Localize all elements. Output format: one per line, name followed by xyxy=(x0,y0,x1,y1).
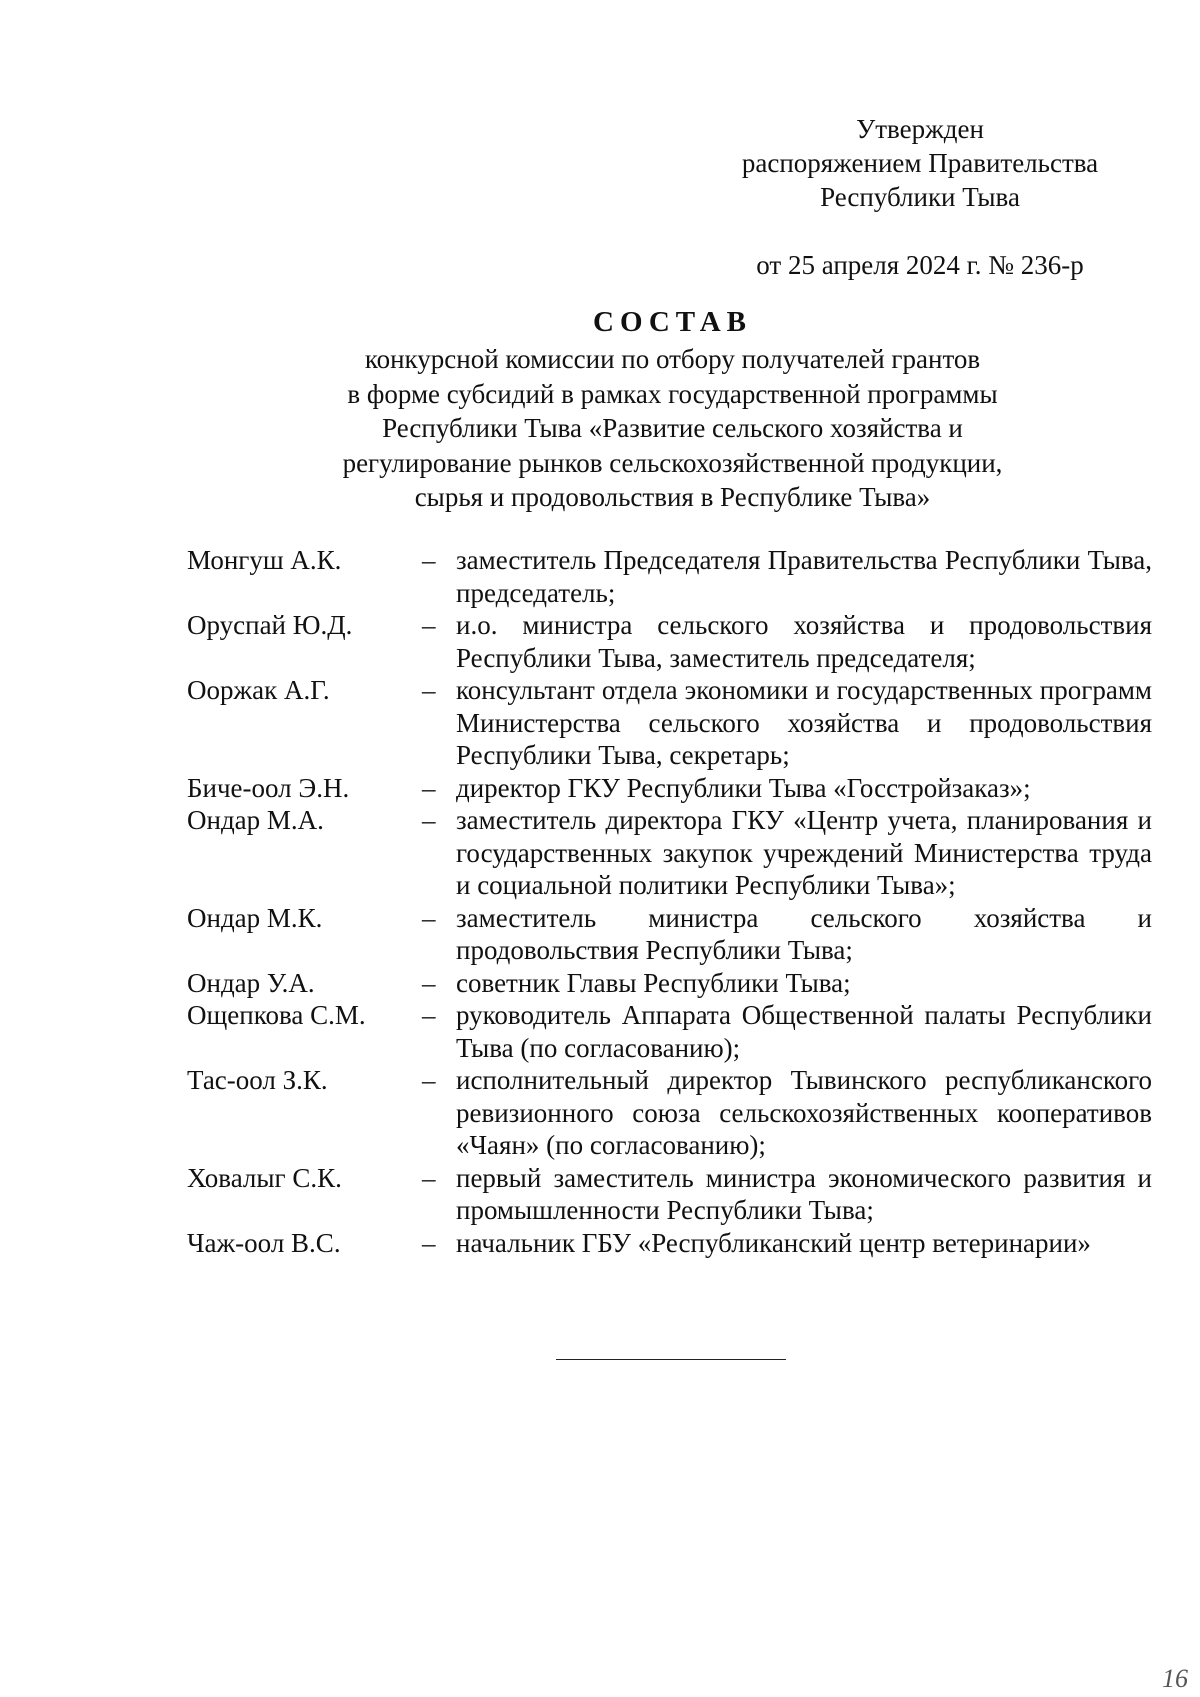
member-name: Биче-оол Э.Н. xyxy=(187,772,350,803)
subtitle-line: конкурсной комиссии по отбору получателей грантов xyxy=(364,344,981,374)
member-name: Ховалыг С.К. xyxy=(187,1162,342,1193)
subtitle-line: сырья и продовольствия в Республике Тыва» xyxy=(414,482,931,512)
member-dash: – xyxy=(422,545,436,575)
member-dash: – xyxy=(422,967,436,998)
member-role: руководитель Аппарата Общественной палаты Республики Тыва (по согласованию); xyxy=(456,1000,1152,1063)
member-row xyxy=(187,1162,1152,1227)
member-row xyxy=(187,674,1152,772)
member-role: первый заместитель министра экономического развития и промышленности Республики Тыва; xyxy=(456,1162,1152,1225)
member-name: Оруспай Ю.Д. xyxy=(187,610,353,640)
approval-line-3: Республики Тыва xyxy=(820,182,1020,212)
member-role: заместитель министра сельского хозяйства и продовольствия Республики Тыва; xyxy=(456,902,1152,965)
member-dash: – xyxy=(422,902,436,933)
member-row xyxy=(187,967,1152,1000)
member-row xyxy=(187,1064,1152,1162)
member-name: Ооржак А.Г. xyxy=(187,675,330,705)
commission-members-list xyxy=(187,544,1152,1259)
member-name: Чаж-оол В.С. xyxy=(187,1227,341,1258)
approval-line-1: Утвержден xyxy=(856,114,984,144)
document-title: СОСТАВ xyxy=(593,306,752,338)
member-name: Ондар М.К. xyxy=(187,902,323,933)
member-dash: – xyxy=(422,675,436,705)
member-name: Ощепкова С.М. xyxy=(187,1000,366,1030)
document-subtitle xyxy=(0,342,1200,515)
member-role: начальник ГБУ «Республиканский центр ветеринарии» xyxy=(456,1227,1091,1258)
subtitle-line: регулирование рынков сельскохозяйственной продукции, xyxy=(342,447,1003,478)
member-name: Тас-оол З.К. xyxy=(187,1065,328,1095)
member-dash: – xyxy=(422,805,436,835)
member-role: заместитель Председателя Правительства Республики Тыва, председатель; xyxy=(456,545,1152,608)
end-divider xyxy=(556,1359,786,1360)
subtitle-line: Республики Тыва «Развитие сельского хозяйства и xyxy=(382,413,963,443)
member-dash: – xyxy=(422,1000,436,1030)
member-row xyxy=(187,902,1152,967)
approval-line-2: распоряжением Правительства xyxy=(741,148,1099,178)
member-dash: – xyxy=(422,772,436,803)
member-row xyxy=(187,609,1152,674)
member-role: консультант отдела экономики и государственных программ Министерства сельского хозяйства и продовольствия Республики Тыва, секретарь; xyxy=(456,675,1152,770)
member-role: заместитель директора ГКУ «Центр учета, планирования и государственных закупок учреждений Министерства труда и социальной политики Республики Тыва»; xyxy=(456,805,1152,900)
member-dash: – xyxy=(422,1162,436,1193)
member-row xyxy=(187,772,1152,805)
member-role: и.о. министра сельского хозяйства и продовольствия Республики Тыва, заместитель председателя; xyxy=(456,610,1152,673)
member-row xyxy=(187,804,1152,902)
member-row xyxy=(187,1227,1152,1260)
member-dash: – xyxy=(422,1065,436,1095)
member-dash: – xyxy=(422,610,436,640)
approval-stamp xyxy=(700,112,1140,282)
member-role: исполнительный директор Тывинского республиканского ревизионного союза сельскохозяйственных кооперативов «Чаян» (по согласованию); xyxy=(456,1065,1152,1160)
member-dash: – xyxy=(422,1227,436,1258)
member-row xyxy=(187,544,1152,609)
member-name: Ондар М.А. xyxy=(187,805,324,835)
member-name: Ондар У.А. xyxy=(187,967,315,998)
approval-date: от 25 апреля 2024 г. № 236-р xyxy=(756,250,1084,280)
member-row xyxy=(187,999,1152,1064)
subtitle-line: в форме субсидий в рамках государственной программы xyxy=(347,378,998,409)
member-name: Монгуш А.К. xyxy=(187,545,342,575)
page-number-mark: 16 xyxy=(1162,1664,1188,1693)
member-role: советник Главы Республики Тыва; xyxy=(456,967,851,998)
member-role: директор ГКУ Республики Тыва «Госстройзаказ»; xyxy=(456,772,1031,803)
